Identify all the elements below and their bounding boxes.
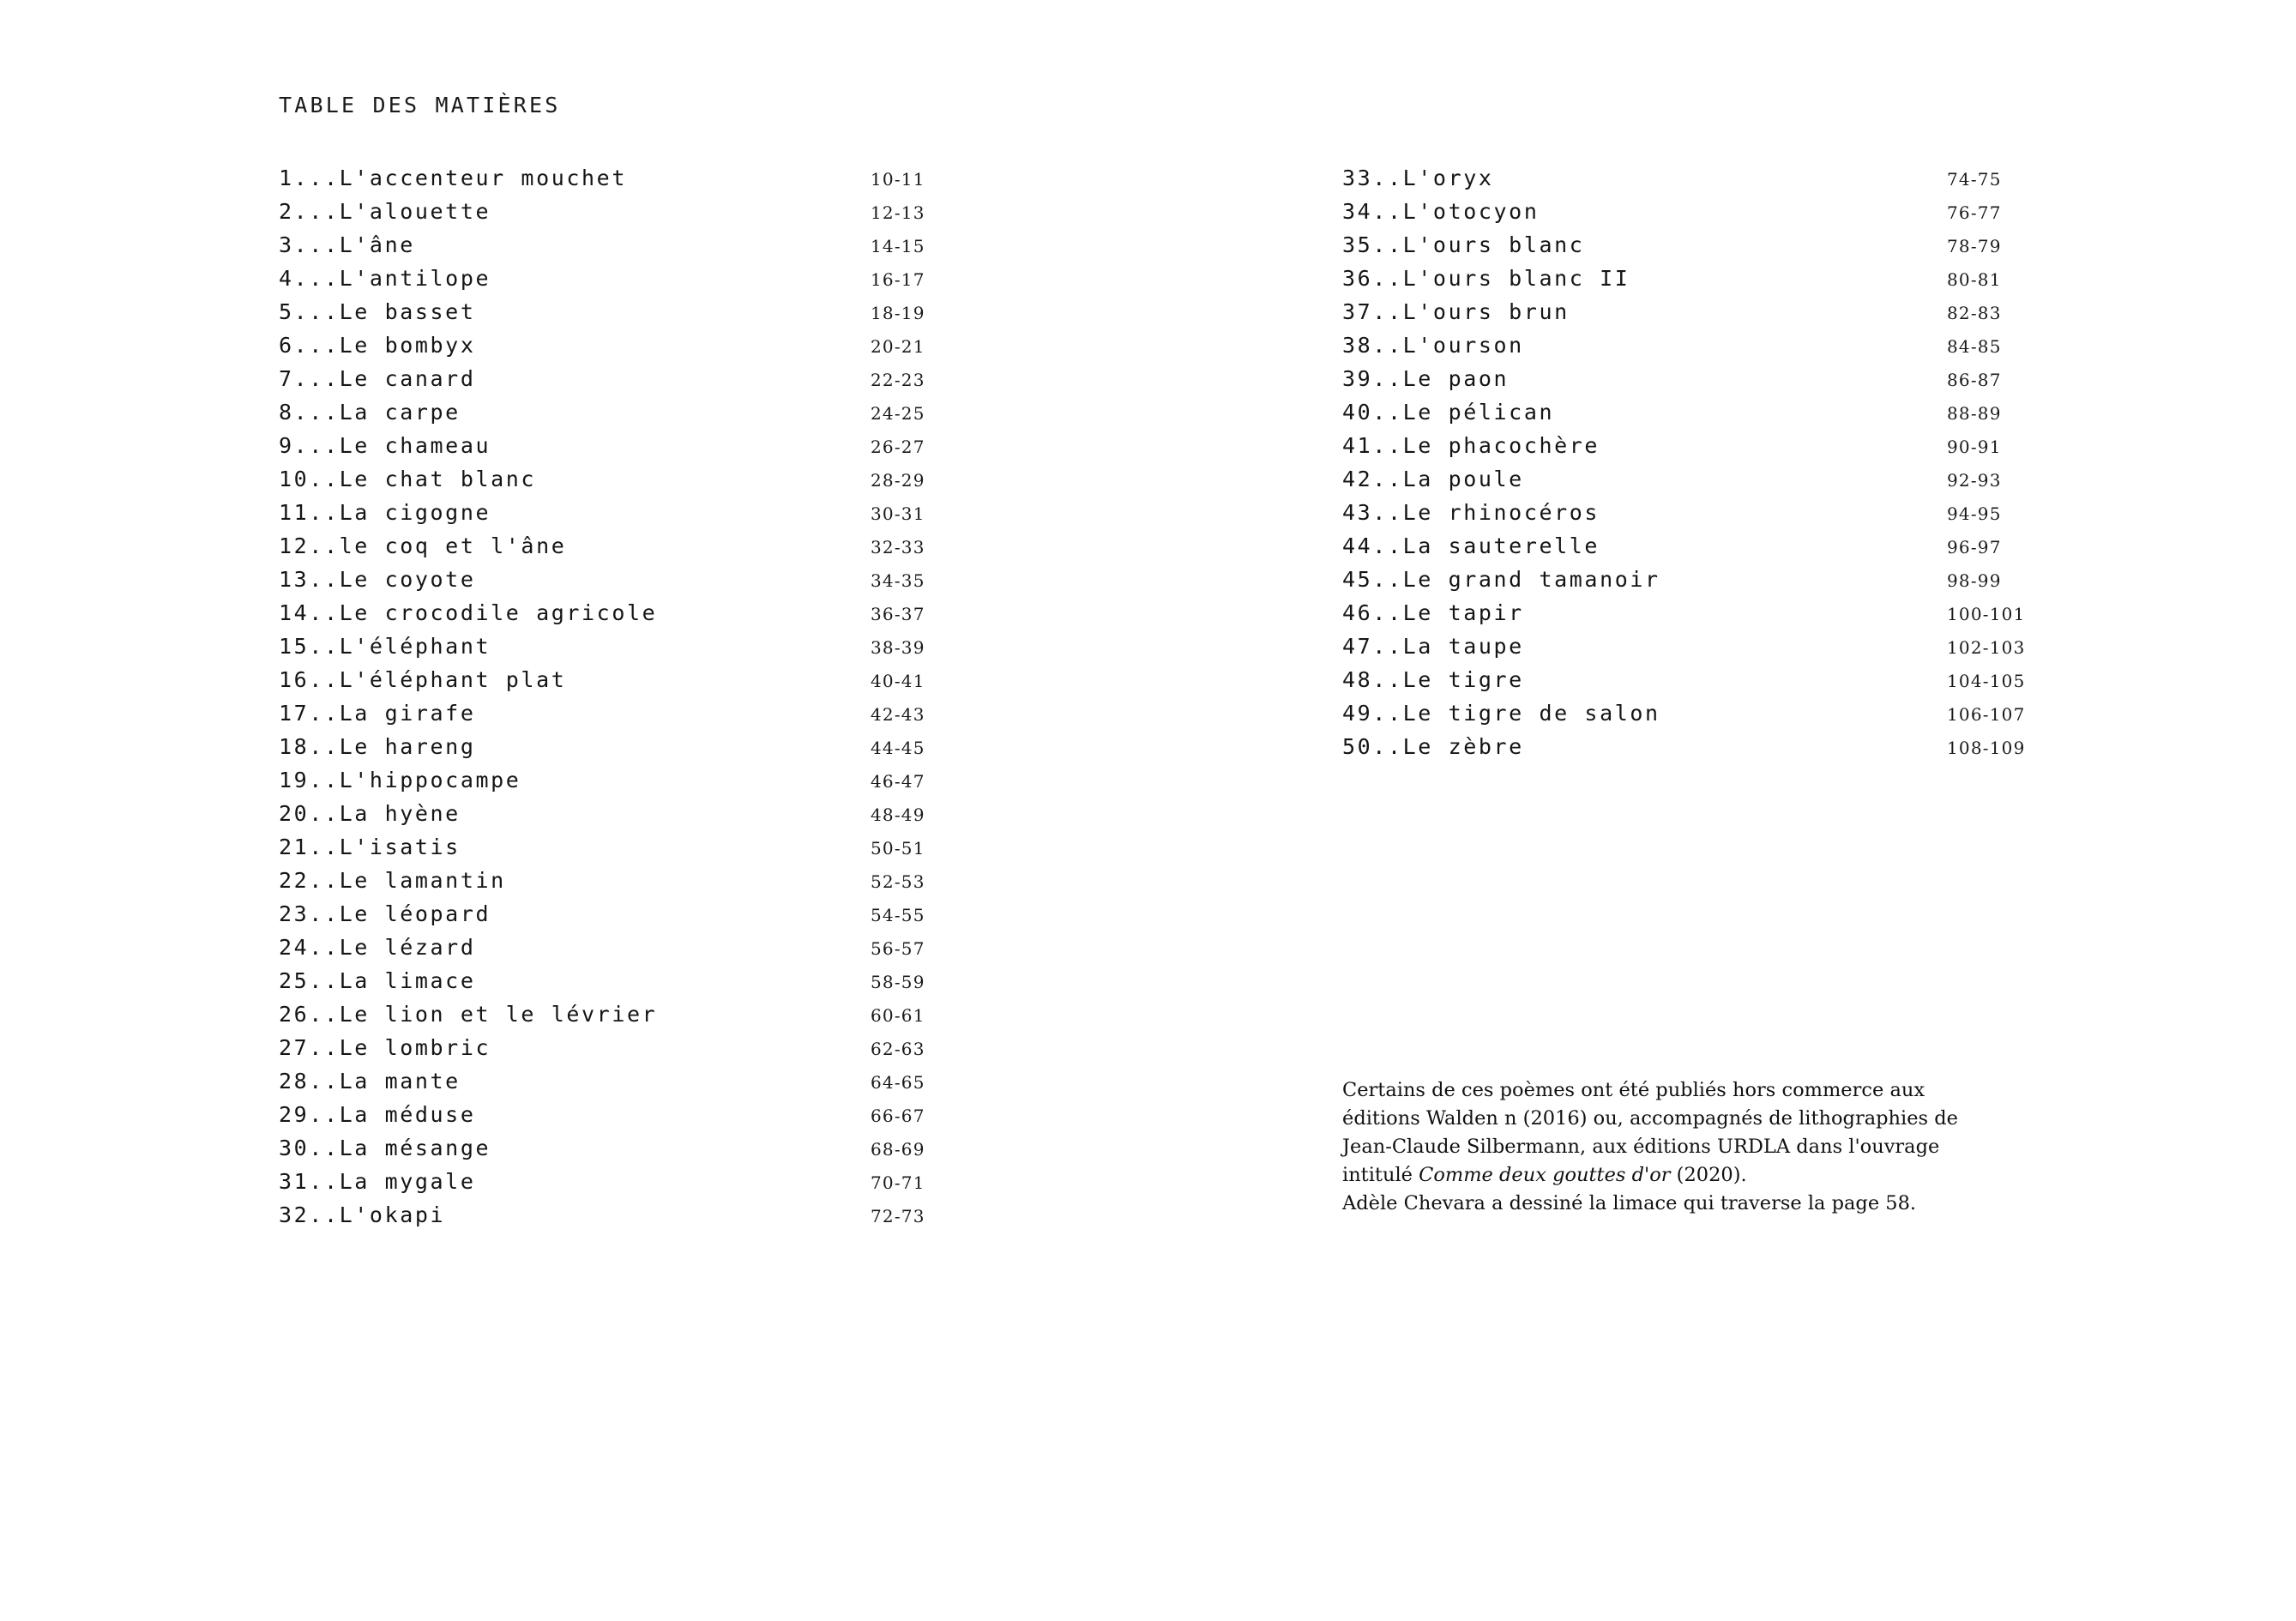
entry-pages: 32-33 [871,537,925,557]
entry-number: 46.. [1342,600,1403,625]
toc-entry[interactable] [1342,228,2114,262]
entry-pages: 36-37 [871,604,925,624]
entry-title: Le hareng [339,734,476,759]
toc-entry[interactable] [279,1098,1051,1131]
entry-number: 36.. [1342,266,1403,291]
entry-title: L'ours blanc [1402,232,1585,257]
entry-number: 12.. [279,533,340,558]
entry-pages: 30-31 [871,503,925,524]
toc-entry[interactable] [1342,195,2114,228]
entry-title: L'éléphant plat [339,667,567,692]
toc-entry[interactable] [1342,328,2114,362]
entry-pages: 16-17 [871,269,925,290]
entry-pages: 56-57 [871,938,925,959]
toc-entry[interactable] [279,830,1051,864]
entry-number: 48.. [1342,667,1403,692]
entry-title: La sauterelle [1402,533,1600,558]
entry-title: L'hippocampe [339,768,521,792]
entry-pages: 92-93 [1947,470,2002,491]
entry-pages: 54-55 [871,905,925,925]
entry-title: Le lion et le lévrier [339,1002,658,1027]
entry-title: Le tapir [1402,600,1524,625]
entry-pages: 44-45 [871,738,925,758]
entry-pages: 10-11 [871,169,925,190]
toc-entry[interactable] [1342,730,2114,763]
entry-title: L'ours blanc II [1402,266,1630,291]
toc-entry[interactable] [1342,596,2114,630]
entry-pages: 70-71 [871,1172,925,1193]
entry-number: 29.. [279,1102,340,1127]
entry-pages: 62-63 [871,1039,925,1059]
entry-title: L'accenteur mouchet [339,166,627,190]
toc-entry[interactable] [279,630,1051,663]
entry-number: 7... [279,366,340,391]
entry-number: 14.. [279,600,340,625]
toc-entry[interactable] [1342,462,2114,496]
entry-title: La mésange [339,1136,491,1160]
entry-title: Le zèbre [1402,734,1524,759]
toc-entry[interactable] [1342,529,2114,563]
entry-pages: 72-73 [871,1206,925,1226]
entry-pages: 48-49 [871,804,925,825]
entry-number: 8... [279,400,340,425]
toc-entry[interactable] [279,897,1051,931]
entry-number: 26.. [279,1002,340,1027]
toc-entry[interactable] [279,797,1051,830]
toc-entry[interactable] [279,931,1051,964]
toc-entry[interactable] [279,563,1051,596]
entry-pages: 26-27 [871,437,925,457]
entry-pages: 98-99 [1947,570,2002,591]
entry-pages: 86-87 [1947,370,2002,390]
entry-title: Le pélican [1402,400,1555,425]
entry-number: 19.. [279,768,340,792]
entry-pages: 90-91 [1947,437,2002,457]
entry-number: 17.. [279,701,340,726]
entry-title: L'ourson [1402,333,1524,358]
entry-title: L'éléphant [339,634,491,659]
entry-pages: 78-79 [1947,236,2002,256]
entry-number: 5... [279,299,340,324]
toc-entry[interactable] [1342,496,2114,529]
colophon-line-1: Certains de ces poèmes ont été publiés hors commerce aux [1342,1079,1925,1101]
entry-title: Le rhinocéros [1402,500,1600,525]
page-title: TABLE DES MATIÈRES [279,93,561,118]
entry-number: 1... [279,166,340,190]
entry-pages: 20-21 [871,336,925,357]
entry-pages: 28-29 [871,470,925,491]
toc-entry[interactable] [279,161,1051,195]
entry-title: L'isatis [339,835,461,859]
entry-title: La mante [339,1069,461,1094]
entry-title: L'alouette [339,199,491,224]
entry-title: Le coyote [339,567,476,592]
entry-title: L'otocyon [1402,199,1540,224]
entry-title: Le tigre [1402,667,1524,692]
entry-title: L'antilope [339,266,491,291]
entry-pages: 106-107 [1947,704,2026,725]
entry-number: 47.. [1342,634,1403,659]
entry-pages: 68-69 [871,1139,925,1160]
toc-entry[interactable] [279,1165,1051,1198]
toc-entry[interactable] [279,362,1051,395]
toc-entry[interactable] [1342,630,2114,663]
entry-number: 18.. [279,734,340,759]
toc-entry[interactable] [279,864,1051,897]
entry-pages: 22-23 [871,370,925,390]
toc-left-column [279,161,1051,1232]
entry-number: 45.. [1342,567,1403,592]
entry-number: 10.. [279,467,340,491]
entry-number: 20.. [279,801,340,826]
colophon-work-title: Comme deux gouttes d'or [1419,1164,1671,1186]
entry-title: La carpe [339,400,461,425]
toc-entry[interactable] [279,696,1051,730]
entry-title: La poule [1402,467,1524,491]
toc-entry[interactable] [279,1198,1051,1232]
entry-number: 28.. [279,1069,340,1094]
colophon-line-4-suffix: (2020). [1670,1164,1747,1186]
entry-title: L'ours brun [1402,299,1570,324]
colophon-line-5: Adèle Chevara a dessiné la limace qui traverse la page 58. [1342,1192,1917,1214]
colophon-line-4-prefix: intitulé [1342,1164,1419,1186]
entry-title: Le chameau [339,433,491,458]
toc-entry[interactable] [279,228,1051,262]
colophon-line-3: Jean-Claude Silbermann, aux éditions URDLA dans l'ouvrage [1342,1136,1940,1158]
toc-entry[interactable] [279,328,1051,362]
entry-number: 2... [279,199,340,224]
entry-title: Le grand tamanoir [1402,567,1660,592]
toc-entry[interactable] [279,295,1051,328]
toc-entry[interactable] [279,763,1051,797]
entry-title: La méduse [339,1102,476,1127]
toc-entry[interactable] [279,395,1051,429]
entry-pages: 60-61 [871,1005,925,1026]
entry-number: 37.. [1342,299,1403,324]
entry-pages: 94-95 [1947,503,2002,524]
toc-entry[interactable] [1342,696,2114,730]
toc-entry[interactable] [279,195,1051,228]
entry-title: La mygale [339,1169,476,1194]
entry-pages: 46-47 [871,771,925,792]
toc-right-column [1342,161,2114,763]
entry-number: 13.. [279,567,340,592]
toc-entry[interactable] [279,262,1051,295]
entry-title: L'oryx [1402,166,1494,190]
entry-pages: 50-51 [871,838,925,859]
entry-pages: 52-53 [871,871,925,892]
entry-pages: 76-77 [1947,202,2002,223]
entry-title: Le basset [339,299,476,324]
entry-number: 9... [279,433,340,458]
entry-number: 22.. [279,868,340,893]
entry-pages: 14-15 [871,236,925,256]
entry-pages: 58-59 [871,972,925,992]
entry-number: 24.. [279,935,340,960]
entry-title: Le tigre de salon [1402,701,1660,726]
entry-pages: 108-109 [1947,738,2026,758]
toc-entry[interactable] [1342,295,2114,328]
toc-entry[interactable] [279,496,1051,529]
toc-entry[interactable] [279,1131,1051,1165]
entry-number: 44.. [1342,533,1403,558]
entry-number: 50.. [1342,734,1403,759]
entry-number: 15.. [279,634,340,659]
entry-number: 25.. [279,968,340,993]
entry-number: 34.. [1342,199,1403,224]
toc-entry[interactable] [1342,362,2114,395]
entry-pages: 88-89 [1947,403,2002,424]
entry-title: Le paon [1402,366,1510,391]
entry-title: La girafe [339,701,476,726]
toc-entry[interactable] [1342,161,2114,195]
entry-number: 39.. [1342,366,1403,391]
entry-number: 49.. [1342,701,1403,726]
entry-title: La limace [339,968,476,993]
entry-number: 3... [279,232,340,257]
entry-pages: 64-65 [871,1072,925,1093]
entry-title: La taupe [1402,634,1524,659]
toc-entry[interactable] [279,730,1051,763]
toc-entry[interactable] [279,429,1051,462]
entry-title: Le crocodile agricole [339,600,658,625]
entry-pages: 96-97 [1947,537,2002,557]
entry-number: 33.. [1342,166,1403,190]
entry-number: 42.. [1342,467,1403,491]
entry-pages: 80-81 [1947,269,2002,290]
toc-entry[interactable] [1342,563,2114,596]
entry-number: 31.. [279,1169,340,1194]
entry-title: Le chat blanc [339,467,537,491]
entry-number: 23.. [279,901,340,926]
colophon-note [1342,1076,2037,1218]
entry-title: Le léopard [339,901,491,926]
toc-entry[interactable] [279,964,1051,997]
entry-number: 43.. [1342,500,1403,525]
entry-number: 6... [279,333,340,358]
entry-title: Le lamantin [339,868,506,893]
entry-number: 32.. [279,1202,340,1227]
entry-title: Le lézard [339,935,476,960]
entry-pages: 102-103 [1947,637,2026,658]
entry-pages: 24-25 [871,403,925,424]
toc-entry[interactable] [279,997,1051,1031]
entry-pages: 40-41 [871,671,925,691]
entry-number: 27.. [279,1035,340,1060]
toc-entry[interactable] [279,1031,1051,1064]
entry-pages: 82-83 [1947,303,2002,323]
entry-number: 21.. [279,835,340,859]
entry-number: 40.. [1342,400,1403,425]
entry-number: 38.. [1342,333,1403,358]
entry-number: 41.. [1342,433,1403,458]
entry-title: Le phacochère [1402,433,1600,458]
entry-pages: 42-43 [871,704,925,725]
toc-entry[interactable] [279,462,1051,496]
toc-entry[interactable] [1342,663,2114,696]
entry-pages: 12-13 [871,202,925,223]
toc-entry[interactable] [279,596,1051,630]
toc-entry[interactable] [279,1064,1051,1098]
entry-title: L'âne [339,232,415,257]
toc-entry[interactable] [279,663,1051,696]
entry-title: le coq et l'âne [339,533,567,558]
entry-pages: 18-19 [871,303,925,323]
entry-number: 4... [279,266,340,291]
entry-title: La hyène [339,801,461,826]
entry-pages: 84-85 [1947,336,2002,357]
entry-title: Le canard [339,366,476,391]
entry-number: 11.. [279,500,340,525]
entry-pages: 100-101 [1947,604,2026,624]
entry-title: L'okapi [339,1202,446,1227]
entry-pages: 34-35 [871,570,925,591]
colophon-line-2: éditions Walden n (2016) ou, accompagnés de lithographies de [1342,1107,1958,1130]
toc-entry[interactable] [279,529,1051,563]
toc-entry[interactable] [1342,262,2114,295]
entry-number: 30.. [279,1136,340,1160]
entry-pages: 74-75 [1947,169,2002,190]
entry-title: Le lombric [339,1035,491,1060]
entry-number: 16.. [279,667,340,692]
entry-title: La cigogne [339,500,491,525]
entry-pages: 66-67 [871,1106,925,1126]
toc-entry[interactable] [1342,429,2114,462]
entry-number: 35.. [1342,232,1403,257]
colophon-line-4 [1342,1161,2037,1190]
entry-title: Le bombyx [339,333,476,358]
entry-pages: 104-105 [1947,671,2026,691]
entry-pages: 38-39 [871,637,925,658]
toc-entry[interactable] [1342,395,2114,429]
